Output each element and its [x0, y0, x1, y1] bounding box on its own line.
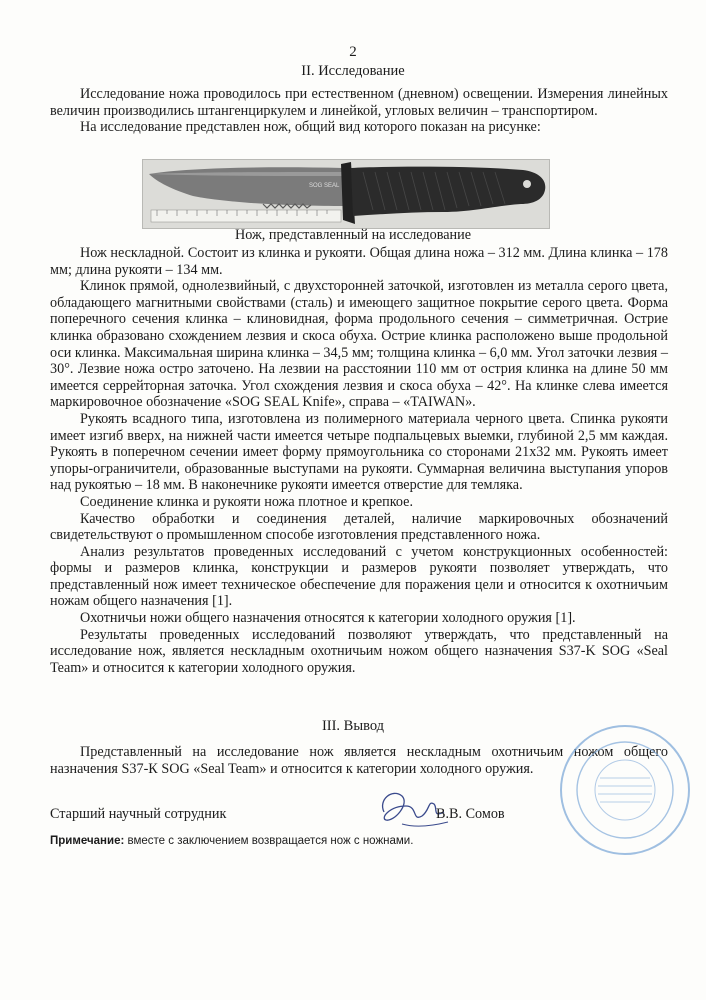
- page-number: 2: [349, 44, 357, 60]
- knife-photo: [142, 159, 550, 229]
- knife-illustration: [143, 160, 549, 228]
- section-title-conclusion: III. Вывод: [321, 718, 385, 734]
- paragraph-joint: Соединение клинка и рукояти ножа плотное и крепкое.: [80, 493, 414, 510]
- ruler: [151, 210, 341, 222]
- paragraph-dimensions: Нож нескладной. Состоит из клинка и рукояти. Общая длина ножа – 312 мм. Длина клинка – 178 мм; длина рукояти – 134 мм.: [50, 245, 668, 278]
- note-label: Примечание:: [50, 835, 125, 847]
- paragraph-results: Результаты проведенных исследований позволяют утверждать, что представленный на исследование нож, является нескладным охотничьим ножом общего назначения S37-K SOG «Seal Team» и относится к категории холодного оружия.: [50, 626, 668, 676]
- signer-role: Старший научный сотрудник: [50, 806, 227, 822]
- note: [50, 835, 413, 847]
- note-text: вместе с заключением возвращается нож с ножнами.: [124, 835, 414, 847]
- blade-marking: SOG SEAL: [309, 183, 340, 189]
- signer-name: В.В. Сомов: [436, 806, 505, 822]
- official-stamp: [550, 720, 700, 860]
- figure-caption: Нож, представленный на исследование: [234, 227, 472, 243]
- paragraph-quality: Качество обработки и соединения деталей, наличие маркировочных обозначений свидетельствуют о промышленном способе изготовления представленного ножа.: [50, 510, 668, 544]
- paragraph-figure-intro: На исследование представлен нож, общий вид которого показан на рисунке:: [80, 119, 541, 136]
- section-title-research: II. Исследование: [301, 63, 405, 79]
- body-text: [50, 245, 668, 676]
- paragraph-category: Охотничьи ножи общего назначения относятся к категории холодного оружия [1].: [80, 610, 576, 627]
- paragraph-conclusion: Представленный на исследование нож является нескладным охотничьим ножом общего назначения S37-К SOG «Seal Team» и относится к категории холодного оружия.: [50, 744, 668, 777]
- paragraph-analysis: Анализ результатов проведенных исследований с учетом конструкционных особенностей: формы и размеров клинка, конструкции и размеров рукояти позволяет утверждать, что представленный нож имеет техническое обеспечение для поражения цели и относится к охотничьим ножам общего назначения [1].: [50, 543, 668, 610]
- paragraph-method: Исследование ножа проводилось при естественном (дневном) освещении. Измерения линейных величин производились штангенциркулем и линейкой, угловых величин – транспортиром.: [50, 86, 668, 119]
- intro-text: [50, 86, 668, 136]
- paragraph-blade: Клинок прямой, однолезвийный, с двухсторонней заточкой, изготовлен из металла серого цвета, обладающего магнитными свойствами (сталь) и имеющего защитное покрытие серого цвета. Форма поперечного сечения клинка – клиновидная, форма продольного сечения – симметричная. Острие клинка образовано схождением лезвия и скоса обуха. Острие клинка расположено выше продольной оси клинка. Максимальная ширина клинка – 34,5 мм; толщина клинка – 6,0 мм. Угол заточки лезвия – 30°. Лезвие ножа остро заточено. На лезвии на расстоянии 110 мм от острия клинка на длине 50 мм имеется серрейторная заточка. Угол схождения лезвия и скоса обуха – 42°. На клинке слева имеется маркировочное обозначение «SOG SEAL Knife», справа – «TAIWAN».: [50, 278, 668, 411]
- lanyard-hole: [523, 180, 531, 188]
- paragraph-handle: Рукоять всадного типа, изготовлена из полимерного материала черного цвета. Спинка рукояти имеет изгиб вверх, на нижней части имеется четыре подпальцевых выемки, глубиной 2,5 мм каждая. Рукоять в поперечном сечении имеет форму прямоугольника со сторонами 21х32 мм. Рукоять имеет упоры-ограничители, образованные выступами на рукояти. Суммарная величина выступания упоров над рукоятью – 18 мм. В наконечнике рукояти имеется отверстие для темляка.: [50, 410, 668, 494]
